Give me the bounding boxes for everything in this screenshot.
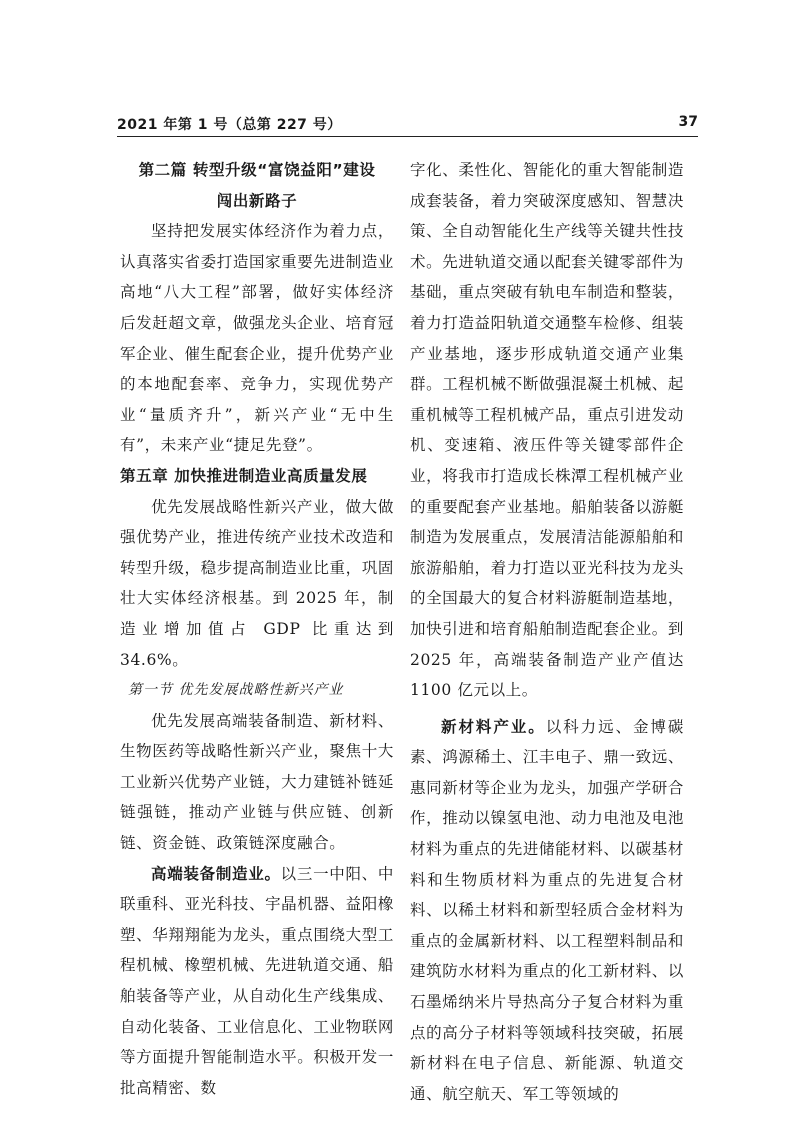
materials-paragraph (410, 712, 684, 1110)
right-column (410, 155, 684, 1109)
equipment-continued-paragraph: 字化、柔性化、智能化的重大智能制造成套装备，着力突破深度感知、智慧决策、全自动智能化生产线等关键共性技术。先进轨道交通以配套关键零部件为基础，重点突破有轨电车制造和整装，着力打造益阳轨道交通整车检修、组装产业基地，逐步形成轨道交通产业集群。工程机械不断做强混凝土机械、起重机械等工程机械产品，重点引进发动机、变速箱、液压件等关键零部件企业，将我市打造成长株潭工程机械产业的重要配套产业基地。船舶装备以游艇制造为发展重点，发展清洁能源船舶和旅游船舶，着力打造以亚光科技为龙头的全国最大的复合材料游艇制造基地，加快引进和培育船舶制造配套企业。到 2025 年，高端装备制造产业产值达 1100 亿元以上。 (410, 161, 684, 700)
issue-label: 2021 年第 1 号（总第 227 号） (117, 117, 342, 133)
materials-label: 新材料产业。 (441, 717, 546, 736)
equipment-paragraph (120, 859, 394, 1104)
section-intro-paragraph: 优先发展高端装备制造、新材料、生物医药等战略性新兴产业，聚焦十大工业新兴优势产业链，大力建链补链延链强链，推动产业链与供应链、创新链、资金链、政策链深度融合。 (120, 711, 394, 853)
materials-text: 以科力远、金博碳素、鸿源稀土、江丰电子、鼎一致远、惠同新材等企业为龙头，加强产学研合作，推动以镍氢电池、动力电池及电池材料为重点的先进储能材料、以碳基材料和生物质材料为重点的先进复合材料、以稀土材料和新型轻质合金材料为重点的金属新材料、以工程塑料制品和建筑防水材料为重点的化工新材料、以石墨烯纳米片导热高分子复合材料为重点的高分子材料等领域科技突破，拓展新材料在电子信息、新能源、轨道交通、航空航天、军工等领域的 (410, 717, 684, 1103)
page-number: 37 (678, 114, 698, 130)
left-column (120, 155, 394, 1103)
part-title-line2: 闯出新路子 (216, 191, 298, 210)
equipment-text: 以三一中阳、中联重科、亚光科技、宇晶机器、益阳橡塑、华翔翔能为龙头，重点围绕大型工程机械、橡塑机械、先进轨道交通、船舶装备等产业，从自动化生产线集成、自动化装备、工业信息化、工业物联网等方面提升智能制造水平。积极开发一批高精密、数 (120, 864, 394, 1097)
page-header (117, 112, 698, 137)
section-title: 第一节 优先发展战略性新兴产业 (128, 682, 344, 699)
part-title-line1: 第二篇 转型升级“富饶益阳”建设 (138, 161, 376, 179)
part-intro-paragraph: 坚持把发展实体经济作为着力点，认真落实省委打造国家重要先进制造业高地“八大工程”部署，做好实体经济后发赶超文章，做强龙头企业、培育冠军企业、催生配套企业，提升优势产业的本地配套率、竞争力，实现优势产业“量质齐升”，新兴产业“无中生有”，未来产业“捷足先登”。 (120, 222, 394, 455)
chapter-title: 第五章 加快推进制造业高质量发展 (120, 466, 368, 485)
equipment-label: 高端装备制造业。 (151, 864, 281, 883)
chapter-intro-paragraph: 优先发展战略性新兴产业，做大做强优势产业，推进传统产业技术改造和转型升级，稳步提高制造业比重，巩固壮大实体经济根基。到 2025 年，制造业增加值占 GDP 比重达到 34.6%。 (120, 497, 394, 669)
